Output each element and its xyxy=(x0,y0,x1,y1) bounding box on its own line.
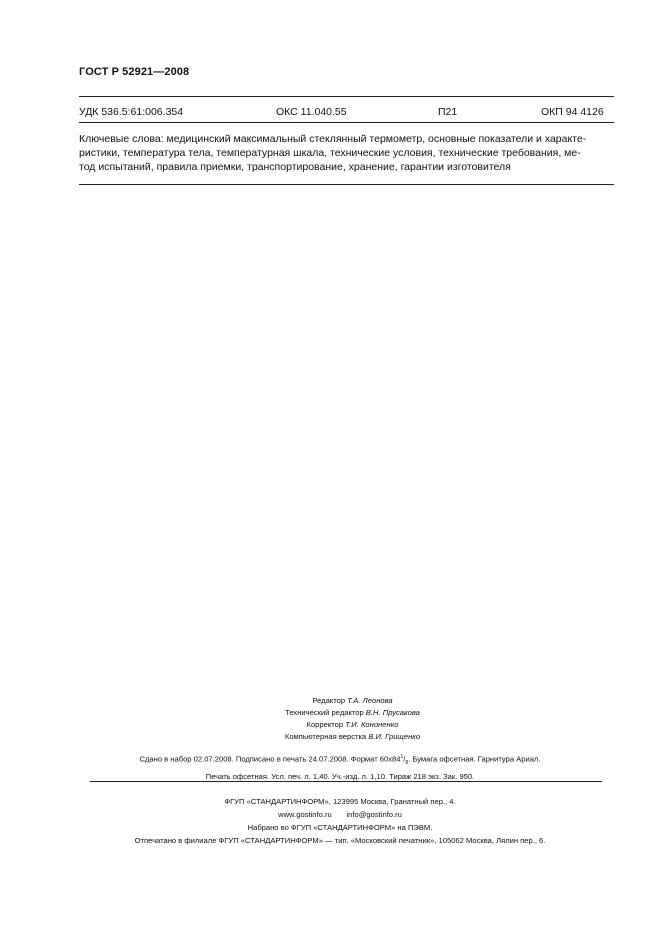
keywords-line: тод испытаний, правила приемки, транспортирование, хранение, гарантии изготовителя xyxy=(79,161,511,173)
layout-line xyxy=(180,731,525,743)
layout-name: В.И. Грищенко xyxy=(368,732,421,741)
keywords-divider xyxy=(79,184,614,185)
keywords-line: Ключевые слова: медицинский максимальный стеклянный термометр, основные показатели и характе- xyxy=(79,133,587,145)
editor-line xyxy=(180,695,525,707)
publisher-contacts xyxy=(90,808,590,821)
publisher-web: www.gostinfo.ru xyxy=(278,810,332,819)
print-info xyxy=(90,751,590,783)
corrector-label: Корректор xyxy=(306,720,344,729)
top-divider xyxy=(79,96,614,97)
editor-name: Т.А. Леонова xyxy=(347,696,393,705)
printed-info: Отпечатано в филиале ФГУП «СТАНДАРТИНФОРМ» — тип. «Московский печатник», 105062 Москва, Лялин пер., 6. xyxy=(134,836,546,845)
print-info-text: Сдано в набор 02.07.2008. Подписано в печать 24.07.2008. Формат 60х84 xyxy=(139,754,401,764)
keywords-line: ристики, температура тела, температурная шкала, технические условия, технические требования, ме- xyxy=(79,147,581,159)
publisher-address: ФГУП «СТАНДАРТИНФОРМ», 123995 Москва, Гранатный пер., 4. xyxy=(224,797,456,806)
editor-label: Редактор xyxy=(312,696,346,705)
credits-block xyxy=(180,695,525,743)
udk-divider xyxy=(79,122,614,123)
print-info-line: Печать офсетная. Усл. печ. л. 1,40. Уч.-изд. л. 1,10. Тираж 218 экз. Зак. 950. xyxy=(205,772,475,782)
format-denominator: 8 xyxy=(405,760,409,767)
layout-label: Компьютерная верстка xyxy=(284,732,367,741)
tech-editor-label: Технический редактор xyxy=(285,708,364,717)
format-numerator: 1 xyxy=(400,754,404,760)
keywords-block xyxy=(79,132,614,174)
okp-code: ОКП 94 4126 xyxy=(541,106,604,118)
format-slash: / xyxy=(403,754,406,764)
publisher-email: info@gostinfo.ru xyxy=(346,810,402,819)
corrector-name: Т.И. Кононенко xyxy=(345,720,399,729)
corrector-line xyxy=(180,719,525,731)
tech-editor-name: В.Н. Прусакова xyxy=(365,708,420,717)
publisher-block xyxy=(90,795,590,847)
oks-code: ОКС 11.040.55 xyxy=(276,106,347,118)
print-info-text: . Бумага офсетная. Гарнитура Ариал. xyxy=(408,754,541,764)
group-code: П21 xyxy=(438,106,458,118)
tech-editor-line xyxy=(180,707,525,719)
udk-code: УДК 536.5:61:006.354 xyxy=(79,106,184,118)
typeset-info: Набрано во ФГУП «СТАНДАРТИНФОРМ» на ПЭВМ. xyxy=(247,823,433,832)
footer-divider xyxy=(90,781,602,782)
print-info-line xyxy=(90,751,590,770)
standard-designation: ГОСТ Р 52921—2008 xyxy=(79,66,190,78)
